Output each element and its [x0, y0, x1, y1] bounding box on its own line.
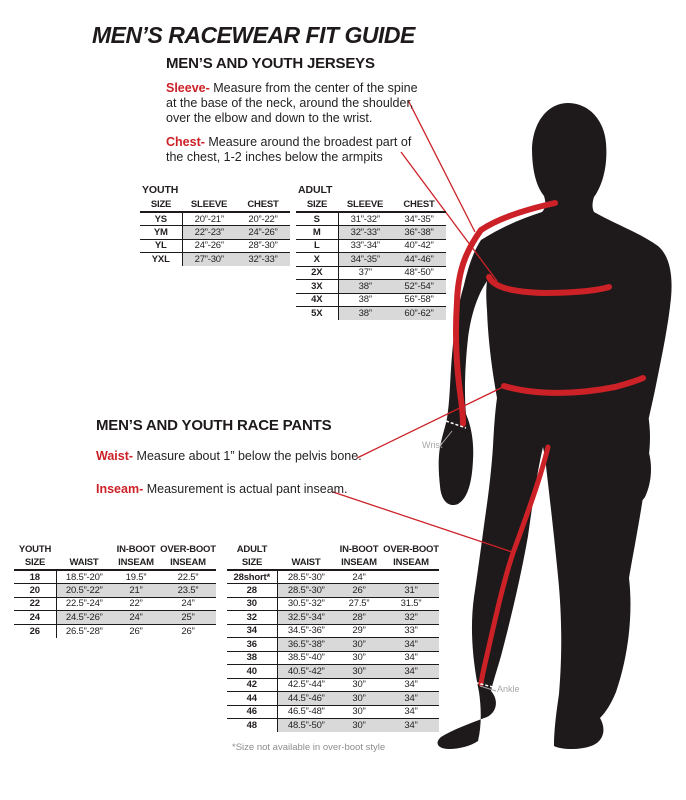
value-cell: 22”-23”: [182, 226, 236, 240]
table-row: [296, 266, 446, 280]
value-cell: 34”: [383, 638, 439, 652]
size-cell: 32: [227, 611, 277, 625]
header-row-top: [14, 543, 216, 556]
table-row: [227, 719, 439, 733]
table-row: [227, 678, 439, 692]
value-cell: 30”: [335, 678, 383, 692]
size-cell: 2X: [296, 266, 338, 280]
table-row: [227, 665, 439, 679]
value-cell: 24”: [352, 571, 366, 583]
value-cell: 20”-21”: [194, 213, 224, 225]
value-cell: 34”: [383, 651, 439, 665]
size-cell: 34: [227, 624, 277, 638]
col-header-inboot: IN-BOOT: [116, 544, 156, 555]
adult-jersey-table: [296, 184, 446, 320]
col-header-sleeve: SLEEVE: [338, 198, 392, 212]
youth-jersey-table: [140, 184, 290, 266]
value-cell: 24”: [112, 611, 160, 625]
value-cell: 22.5”-24”: [56, 597, 112, 611]
col-header-chest: CHEST: [236, 198, 290, 212]
table-row: [14, 570, 216, 584]
size-cell: 42: [227, 678, 277, 692]
adult-pants-size-table: [227, 543, 439, 732]
table-row: [296, 253, 446, 267]
size-cell: 3X: [296, 280, 338, 294]
size-cell: 46: [227, 705, 277, 719]
table-row: [227, 611, 439, 625]
table-row: [296, 293, 446, 307]
value-cell: 30”: [335, 719, 383, 733]
table-row: [227, 705, 439, 719]
size-cell: YM: [140, 226, 182, 240]
inseam-note-text: Measurement is actual pant inseam.: [146, 482, 348, 496]
value-cell: 27”-30”: [182, 253, 236, 267]
value-cell: 34”-35”: [404, 213, 434, 225]
value-cell: 48.5”-50”: [277, 719, 335, 733]
value-cell: 34”: [383, 665, 439, 679]
value-cell: 60”-62”: [392, 307, 446, 321]
col-header-inseam: INSEAM: [112, 556, 160, 570]
value-cell: 27.5”: [335, 597, 383, 611]
sleeve-note-label: Sleeve-: [166, 81, 210, 95]
value-cell: 38.5”-40”: [277, 651, 335, 665]
inseam-note-label: Inseam-: [96, 482, 144, 496]
value-cell: 30”: [335, 651, 383, 665]
value-cell: 30”: [335, 638, 383, 652]
col-header-blank: [56, 543, 112, 556]
size-cell: X: [296, 253, 338, 267]
size-cell: YS: [140, 212, 182, 226]
wrist-label: Wrist: [422, 440, 443, 450]
value-cell: 52”-54”: [392, 280, 446, 294]
col-header-sleeve: SLEEVE: [182, 198, 236, 212]
col-header-group: ADULT: [236, 544, 268, 555]
value-cell: 29”: [335, 624, 383, 638]
youth-jersey-group-label: YOUTH: [142, 184, 179, 196]
value-cell: 34.5”-36”: [277, 624, 335, 638]
adult-jersey-size-table: [296, 198, 446, 320]
value-cell: 28.5”-30”: [287, 571, 325, 583]
value-cell: 31.5”: [383, 597, 439, 611]
value-cell: 34”: [383, 692, 439, 706]
size-cell: M: [296, 226, 338, 240]
value-cell: 23.5”: [160, 584, 216, 598]
col-header-group: YOUTH: [18, 544, 52, 555]
col-header-blank: [277, 543, 335, 556]
table-row: [14, 624, 216, 638]
waist-note-label: Waist-: [96, 449, 134, 463]
table-row: [140, 253, 290, 267]
size-cell: 44: [227, 692, 277, 706]
value-cell: 33”: [383, 624, 439, 638]
col-header-inseam: INSEAM: [383, 556, 439, 570]
value-cell: 37”: [338, 266, 392, 280]
value-cell: 28”-30”: [236, 239, 290, 253]
table-row: [227, 624, 439, 638]
value-cell: 33”-34”: [338, 239, 392, 253]
value-cell: 19.5”: [125, 571, 147, 583]
header-row-bottom: [227, 556, 439, 570]
value-cell: 34”: [383, 705, 439, 719]
chest-note-text: Measure around the broadest part of the chest, 1-2 inches below the armpits: [166, 135, 412, 164]
size-cell: YL: [140, 239, 182, 253]
value-cell: 28”: [335, 611, 383, 625]
header-row: [140, 198, 290, 212]
chest-note: [166, 135, 414, 165]
size-cell: 36: [227, 638, 277, 652]
size-cell: 40: [227, 665, 277, 679]
value-cell: 24”-26”: [236, 226, 290, 240]
jerseys-section-heading: MEN’S AND YOUTH JERSEYS: [166, 55, 375, 72]
size-cell: 20: [14, 584, 56, 598]
size-cell: 38: [227, 651, 277, 665]
value-cell: 56”-58”: [392, 293, 446, 307]
value-cell: 20.5”-22”: [56, 584, 112, 598]
value-cell: 30”: [335, 705, 383, 719]
value-cell: 32”-33”: [338, 226, 392, 240]
table-row: [140, 226, 290, 240]
value-cell: 24.5”-26”: [56, 611, 112, 625]
value-cell: 30”: [335, 692, 383, 706]
value-cell: 28.5”-30”: [277, 584, 335, 598]
value-cell: 22.5”: [177, 571, 199, 583]
size-cell: 28: [227, 584, 277, 598]
table-row: [14, 597, 216, 611]
table-row: [227, 638, 439, 652]
youth-pants-size-table: [14, 543, 216, 638]
value-cell: 21”: [112, 584, 160, 598]
size-cell: 30: [227, 597, 277, 611]
table-row: [227, 597, 439, 611]
inseam-note: [96, 482, 348, 497]
table-row: [14, 611, 216, 625]
value-cell: 25”: [160, 611, 216, 625]
body-silhouette: [438, 103, 672, 749]
table-row: [296, 226, 446, 240]
col-header-overboot: OVER-BOOT: [383, 544, 439, 555]
table-row: [227, 570, 439, 584]
value-cell: 38”: [338, 293, 392, 307]
value-cell: 24”-26”: [182, 239, 236, 253]
col-header-waist: WAIST: [56, 556, 112, 570]
value-cell: 30”: [335, 665, 383, 679]
table-row: [227, 651, 439, 665]
value-cell: 34”-35”: [338, 253, 392, 267]
col-header-inboot: IN-BOOT: [339, 544, 379, 555]
table-row: [296, 212, 446, 226]
value-cell: 42.5”-44”: [277, 678, 335, 692]
value-cell: 31”: [383, 584, 439, 598]
size-cell: 5X: [296, 307, 338, 321]
value-cell: 44”-46”: [392, 253, 446, 267]
col-header-size: SIZE: [296, 198, 338, 212]
value-cell: 46.5”-48”: [277, 705, 335, 719]
value-cell: 38”: [338, 307, 392, 321]
value-cell: 26”: [112, 624, 160, 638]
col-header-chest: CHEST: [392, 198, 446, 212]
size-cell: 22: [14, 597, 56, 611]
table-row: [227, 692, 439, 706]
size-cell: S: [296, 212, 338, 226]
header-row: [296, 198, 446, 212]
value-cell: 24”: [160, 597, 216, 611]
size-cell: 28short*: [227, 570, 277, 584]
waist-note: [96, 449, 362, 464]
waist-note-text: Measure about 1” below the pelvis bone.: [136, 449, 362, 463]
col-header-inseam: INSEAM: [335, 556, 383, 570]
value-cell: 34”: [383, 678, 439, 692]
col-header-size: SIZE: [140, 198, 182, 212]
col-header-size: SIZE: [14, 556, 56, 570]
sleeve-note: [166, 81, 428, 125]
value-cell: 30.5”-32”: [277, 597, 335, 611]
header-row-top: [227, 543, 439, 556]
value-cell: [383, 570, 439, 584]
value-cell: 32”: [383, 611, 439, 625]
value-cell: 32.5”-34”: [277, 611, 335, 625]
size-cell: 26: [14, 624, 56, 638]
size-cell: YXL: [140, 253, 182, 267]
size-cell: 48: [227, 719, 277, 733]
chest-note-label: Chest-: [166, 135, 205, 149]
col-header-overboot: OVER-BOOT: [160, 544, 216, 555]
col-header-size: SIZE: [227, 556, 277, 570]
col-header-inseam: INSEAM: [160, 556, 216, 570]
size-cell: L: [296, 239, 338, 253]
value-cell: 36.5”-38”: [277, 638, 335, 652]
value-cell: 40”-42”: [392, 239, 446, 253]
value-cell: 38”: [338, 280, 392, 294]
value-cell: 36”-38”: [392, 226, 446, 240]
ankle-label: Ankle: [497, 684, 520, 694]
value-cell: 48”-50”: [392, 266, 446, 280]
page-title: MEN’S RACEWEAR FIT GUIDE: [92, 22, 415, 48]
table-row: [140, 239, 290, 253]
table-row: [227, 584, 439, 598]
table-row: [140, 212, 290, 226]
value-cell: 31”-32”: [350, 213, 380, 225]
value-cell: 26.5”-28”: [56, 624, 112, 638]
value-cell: 44.5”-46”: [277, 692, 335, 706]
table-row: [296, 239, 446, 253]
header-row-bottom: [14, 556, 216, 570]
size-cell: 24: [14, 611, 56, 625]
table-row: [296, 307, 446, 321]
value-cell: 18.5”-20”: [65, 571, 103, 583]
size-cell: 18: [14, 570, 56, 584]
size-footnote: *Size not available in over-boot style: [232, 742, 386, 753]
value-cell: 34”: [383, 719, 439, 733]
table-row: [296, 280, 446, 294]
value-cell: 32”-33”: [236, 253, 290, 267]
value-cell: 40.5”-42”: [277, 665, 335, 679]
pants-section-heading: MEN’S AND YOUTH RACE PANTS: [96, 417, 332, 434]
adult-pants-table: [227, 543, 439, 732]
youth-pants-table: [14, 543, 216, 638]
value-cell: 26”: [160, 624, 216, 638]
value-cell: 20”-22”: [248, 213, 278, 225]
col-header-waist: WAIST: [277, 556, 335, 570]
value-cell: 22”: [112, 597, 160, 611]
value-cell: 26”: [335, 584, 383, 598]
size-cell: 4X: [296, 293, 338, 307]
adult-jersey-group-label: ADULT: [298, 184, 333, 196]
table-row: [14, 584, 216, 598]
youth-jersey-size-table: [140, 198, 290, 266]
sleeve-note-text: Measure from the center of the spine at the base of the neck, around the shoulder, over the elbow and down to the wrist.: [166, 81, 418, 125]
